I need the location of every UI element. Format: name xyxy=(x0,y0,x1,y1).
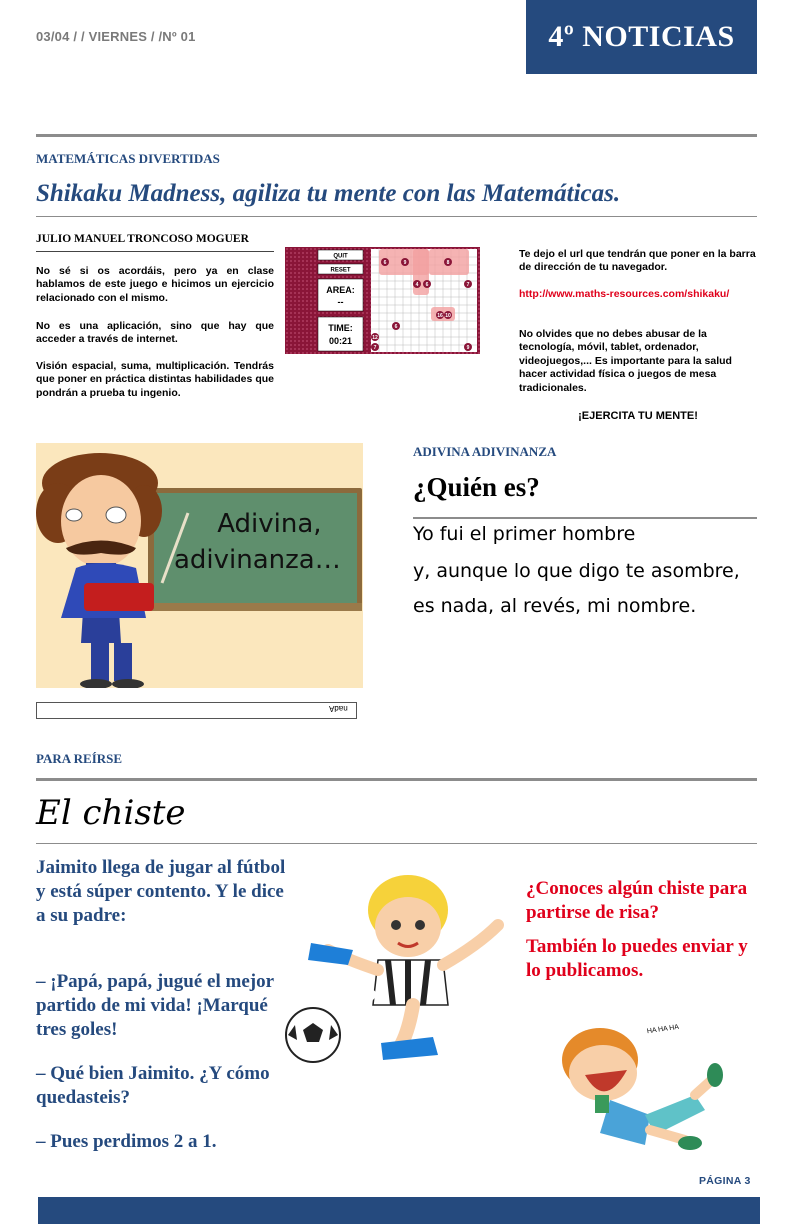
divider xyxy=(36,134,757,137)
grid-number: 10 xyxy=(445,313,451,319)
article-paragraph: No sé si os acordáis, pero ya en clase hablamos de este juego e hicimos un ejercicio relacionado con el mismo. xyxy=(36,265,274,304)
grid-number: 16 xyxy=(437,313,443,319)
grid-number: 9 xyxy=(403,260,407,266)
soccer-boy-illustration xyxy=(283,865,508,1075)
haha-text: HA HA HA xyxy=(646,1023,680,1036)
answer-box xyxy=(36,702,357,719)
time-value: 00:21 xyxy=(328,336,353,346)
divider xyxy=(36,843,757,844)
grid-number: 6 xyxy=(394,324,398,330)
joke-paragraph: Jaimito llega de jugar al fútbol y está súper contento. Y le dice a su padre: xyxy=(36,857,286,926)
quit-label: QUIT xyxy=(333,253,348,260)
footer-bar xyxy=(38,1197,760,1224)
article-paragraph: No es una aplicación, sino que hay que acceder a través de internet. xyxy=(36,320,274,346)
grid-number: 7 xyxy=(373,345,377,351)
area-value: -- xyxy=(337,297,344,307)
riddle-line: es nada, al revés, mi nombre. xyxy=(413,595,697,617)
joke-invite: También lo puedes enviar y lo publicamos. xyxy=(526,936,748,981)
author-underline xyxy=(36,251,274,252)
issue-date: 03/04 / / VIERNES / /Nº 01 xyxy=(36,29,196,44)
author-name: JULIO MANUEL TRONCOSO MOGUER xyxy=(36,233,249,245)
game-grid xyxy=(371,249,477,352)
joke-paragraph: – Pues perdimos 2 a 1. xyxy=(36,1131,217,1152)
section-label-joke: PARA REÍRSE xyxy=(36,751,123,766)
shikaku-link[interactable]: http://www.maths-resources.com/shikaku/ xyxy=(519,288,730,300)
grid-number: 6 xyxy=(383,260,387,266)
teacher-illustration xyxy=(36,443,363,688)
joke-paragraph: – ¡Papá, papá, jugué el mejor partido de mi vida! ¡Marqué tres goles! xyxy=(36,971,274,1040)
divider xyxy=(36,778,757,781)
blackboard-text-line1: Adivina, xyxy=(217,509,322,539)
grid-number: 4 xyxy=(415,282,419,288)
blackboard-text-line2: adivinanza… xyxy=(174,545,341,575)
grid-number: 7 xyxy=(466,282,470,288)
grid-number: 12 xyxy=(372,335,378,341)
joke-paragraph: – Qué bien Jaimito. ¿Y cómo quedasteis? xyxy=(36,1063,270,1108)
shikaku-game-image xyxy=(285,247,480,354)
divider xyxy=(36,216,757,217)
riddle-line: y, aunque lo que digo te asombre, xyxy=(413,560,740,582)
grid-number: 9 xyxy=(466,345,470,351)
riddle-title: ¿Quién es? xyxy=(413,472,540,502)
area-label: AREA: xyxy=(326,285,355,295)
joke-question: ¿Conoces algún chiste para partirse de risa? xyxy=(526,878,748,923)
article-paragraph: No olvides que no debes abusar de la tecnología, móvil, tablet, ordenador, videojuegos,... Es importante para la salud hacer actividad física o juegos de mesa tradicionales. xyxy=(519,328,732,394)
answer-upside-down: nadA xyxy=(329,704,348,713)
laughing-boy-illustration xyxy=(555,1015,725,1160)
article-paragraph: Visión espacial, suma, multiplicación. Tendrás que poner en práctica distintas habilidades que pondrán a prueba tu ingenio. xyxy=(36,360,274,399)
grid-number: 8 xyxy=(446,260,450,266)
time-label: TIME: xyxy=(328,323,353,333)
exercise-callout: ¡EJERCITA TU MENTE! xyxy=(578,410,698,422)
laughing-boy-graphic xyxy=(555,1015,725,1160)
riddle-line: Yo fui el primer hombre xyxy=(413,523,636,545)
shikaku-game-graphic xyxy=(285,247,480,354)
section-label-math: MATEMÁTICAS DIVERTIDAS xyxy=(36,151,220,166)
grid-number: 6 xyxy=(425,282,429,288)
section-label-riddle: ADIVINA ADIVINANZA xyxy=(413,444,557,459)
reset-label: RESET xyxy=(330,267,351,274)
article-title: Shikaku Madness, agiliza tu mente con las Matemáticas. xyxy=(36,180,621,207)
divider xyxy=(413,517,757,519)
page-number: PÁGINA 3 xyxy=(699,1175,751,1187)
article-paragraph: Te dejo el url que tendrán que poner en la barra de dirección de tu navegador. xyxy=(519,248,756,274)
soccer-boy-graphic xyxy=(283,865,508,1075)
joke-title: El chiste xyxy=(36,793,186,833)
newspaper-banner: 4º NOTICIAS xyxy=(526,0,757,74)
